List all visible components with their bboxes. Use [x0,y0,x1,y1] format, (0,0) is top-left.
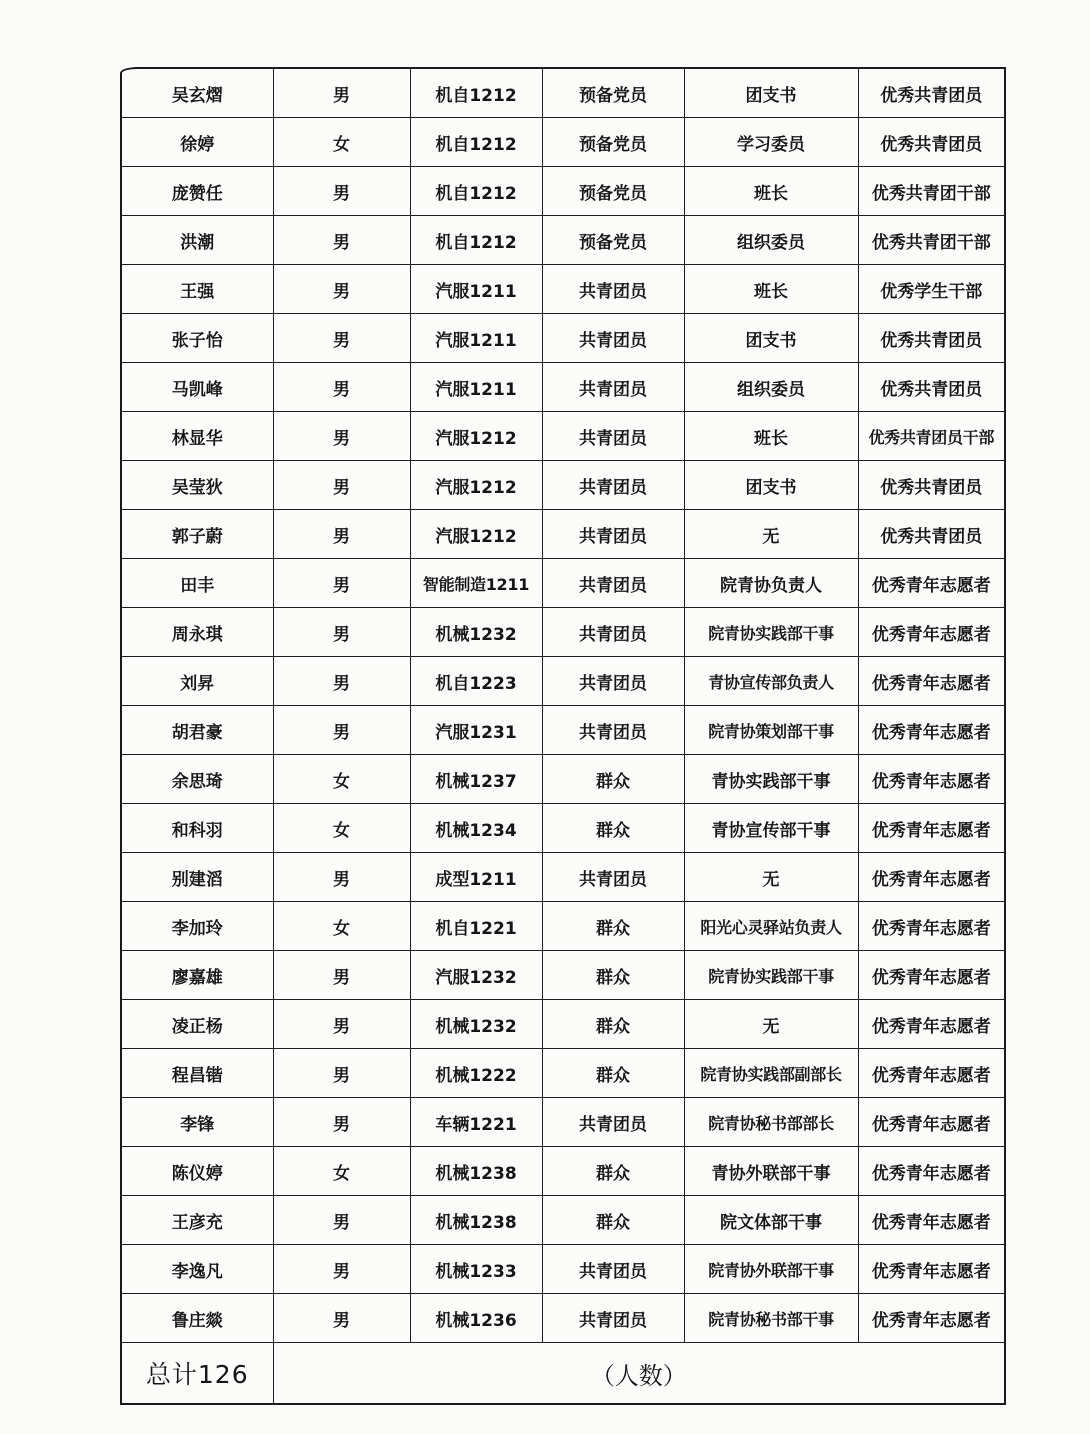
table-row [122,1294,1004,1343]
cell-political-status: 群众 [542,1000,684,1049]
cell-name: 刘昇 [122,657,273,706]
cell-name: 廖嘉雄 [122,951,273,1000]
cell-position: 青协宣传部干事 [684,804,858,853]
cell-position: 无 [684,510,858,559]
cell-position: 阳光心灵驿站负责人 [684,902,858,951]
cell-position: 院青协实践部副部长 [684,1049,858,1098]
cell-class: 汽服1212 [410,461,542,510]
cell-political-status: 群众 [542,902,684,951]
cell-gender: 男 [273,265,410,314]
cell-class: 机自1223 [410,657,542,706]
total-note: （人数） [273,1343,1004,1404]
cell-position: 院文体部干事 [684,1196,858,1245]
cell-political-status: 群众 [542,1196,684,1245]
cell-gender: 男 [273,559,410,608]
cell-class: 汽服1211 [410,363,542,412]
cell-gender: 男 [273,167,410,216]
cell-name: 林显华 [122,412,273,461]
cell-position: 班长 [684,167,858,216]
cell-political-status: 共青团员 [542,853,684,902]
cell-award: 优秀共青团干部 [858,216,1004,265]
cell-award: 优秀青年志愿者 [858,853,1004,902]
cell-class: 车辆1221 [410,1098,542,1147]
table-row [122,608,1004,657]
cell-award: 优秀青年志愿者 [858,559,1004,608]
cell-political-status: 群众 [542,804,684,853]
cell-position: 院青协秘书部部长 [684,1098,858,1147]
cell-award: 优秀共青团干部 [858,167,1004,216]
cell-name: 和科羽 [122,804,273,853]
cell-class: 成型1211 [410,853,542,902]
cell-class: 机械1236 [410,1294,542,1343]
cell-award: 优秀青年志愿者 [858,1147,1004,1196]
table-row [122,265,1004,314]
cell-name: 吴玄熠 [122,69,273,118]
cell-position: 院青协秘书部干事 [684,1294,858,1343]
cell-award: 优秀青年志愿者 [858,1196,1004,1245]
table-row [122,510,1004,559]
cell-gender: 男 [273,216,410,265]
cell-political-status: 共青团员 [542,1245,684,1294]
table-row [122,216,1004,265]
cell-political-status: 预备党员 [542,216,684,265]
cell-award: 优秀青年志愿者 [858,804,1004,853]
cell-political-status: 共青团员 [542,510,684,559]
cell-name: 王彦充 [122,1196,273,1245]
cell-gender: 男 [273,853,410,902]
table-row [122,1049,1004,1098]
table-row [122,1147,1004,1196]
cell-position: 学习委员 [684,118,858,167]
table-row [122,167,1004,216]
cell-class: 机械1232 [410,608,542,657]
cell-class: 汽服1211 [410,265,542,314]
cell-position: 团支书 [684,461,858,510]
cell-gender: 男 [273,1196,410,1245]
cell-class: 汽服1212 [410,510,542,559]
cell-class: 汽服1212 [410,412,542,461]
cell-position: 班长 [684,265,858,314]
cell-name: 王强 [122,265,273,314]
cell-name: 庞赞任 [122,167,273,216]
cell-position: 无 [684,1000,858,1049]
cell-position: 组织委员 [684,363,858,412]
cell-class: 机械1232 [410,1000,542,1049]
cell-political-status: 共青团员 [542,706,684,755]
cell-gender: 男 [273,1245,410,1294]
cell-political-status: 共青团员 [542,314,684,363]
award-list-table-sheet [120,67,1006,1405]
cell-political-status: 共青团员 [542,1098,684,1147]
cell-position: 青协外联部干事 [684,1147,858,1196]
table-row [122,1098,1004,1147]
table-row [122,1196,1004,1245]
cell-position: 班长 [684,412,858,461]
cell-award: 优秀青年志愿者 [858,1245,1004,1294]
cell-gender: 女 [273,804,410,853]
cell-name: 胡君豪 [122,706,273,755]
cell-name: 凌正杨 [122,1000,273,1049]
cell-position: 院青协外联部干事 [684,1245,858,1294]
cell-political-status: 共青团员 [542,1294,684,1343]
cell-class: 机自1212 [410,167,542,216]
cell-name: 鲁庄燚 [122,1294,273,1343]
cell-political-status: 群众 [542,755,684,804]
cell-political-status: 共青团员 [542,412,684,461]
cell-position: 青协实践部干事 [684,755,858,804]
cell-name: 周永琪 [122,608,273,657]
cell-name: 吴莹狄 [122,461,273,510]
total-count: 总计126 [122,1343,273,1404]
cell-political-status: 预备党员 [542,118,684,167]
cell-name: 李加玲 [122,902,273,951]
cell-award: 优秀青年志愿者 [858,1049,1004,1098]
cell-award: 优秀青年志愿者 [858,755,1004,804]
cell-gender: 男 [273,69,410,118]
table-row [122,853,1004,902]
cell-gender: 男 [273,1098,410,1147]
table-row [122,902,1004,951]
cell-gender: 女 [273,902,410,951]
table-row [122,755,1004,804]
cell-position: 组织委员 [684,216,858,265]
cell-gender: 男 [273,1000,410,1049]
table-row [122,657,1004,706]
cell-political-status: 群众 [542,1049,684,1098]
cell-class: 机械1237 [410,755,542,804]
cell-class: 智能制造1211 [410,559,542,608]
table-row [122,804,1004,853]
cell-name: 别建滔 [122,853,273,902]
cell-name: 洪潮 [122,216,273,265]
cell-award: 优秀青年志愿者 [858,951,1004,1000]
cell-name: 郭子蔚 [122,510,273,559]
cell-award: 优秀青年志愿者 [858,1294,1004,1343]
total-row [122,1343,1004,1404]
cell-class: 机械1234 [410,804,542,853]
cell-gender: 男 [273,461,410,510]
cell-political-status: 群众 [542,951,684,1000]
cell-gender: 男 [273,314,410,363]
cell-award: 优秀共青团员 [858,314,1004,363]
cell-position: 团支书 [684,314,858,363]
cell-gender: 男 [273,1294,410,1343]
cell-class: 机械1233 [410,1245,542,1294]
cell-gender: 女 [273,1147,410,1196]
cell-political-status: 共青团员 [542,559,684,608]
table-row [122,951,1004,1000]
cell-name: 李逸凡 [122,1245,273,1294]
cell-name: 余思琦 [122,755,273,804]
cell-class: 汽服1211 [410,314,542,363]
cell-gender: 男 [273,608,410,657]
table-row [122,69,1004,118]
table-body [122,69,1004,1403]
cell-political-status: 群众 [542,1147,684,1196]
cell-class: 汽服1232 [410,951,542,1000]
table-row [122,118,1004,167]
cell-position: 青协宣传部负责人 [684,657,858,706]
cell-class: 机自1212 [410,69,542,118]
cell-award: 优秀共青团员 [858,69,1004,118]
cell-name: 张子怡 [122,314,273,363]
cell-class: 机自1221 [410,902,542,951]
table-row [122,1245,1004,1294]
cell-political-status: 共青团员 [542,265,684,314]
cell-name: 陈仪婷 [122,1147,273,1196]
cell-award: 优秀青年志愿者 [858,608,1004,657]
cell-name: 马凯峰 [122,363,273,412]
cell-award: 优秀青年志愿者 [858,706,1004,755]
cell-gender: 男 [273,951,410,1000]
table-row [122,363,1004,412]
cell-position: 院青协负责人 [684,559,858,608]
cell-class: 机械1238 [410,1196,542,1245]
cell-award: 优秀学生干部 [858,265,1004,314]
cell-gender: 女 [273,118,410,167]
table-row [122,706,1004,755]
cell-class: 机自1212 [410,118,542,167]
cell-award: 优秀青年志愿者 [858,1000,1004,1049]
cell-position: 无 [684,853,858,902]
table-row [122,461,1004,510]
table-row [122,1000,1004,1049]
cell-gender: 男 [273,412,410,461]
table-row [122,412,1004,461]
cell-gender: 男 [273,363,410,412]
cell-name: 田丰 [122,559,273,608]
cell-position: 院青协实践部干事 [684,951,858,1000]
cell-political-status: 共青团员 [542,608,684,657]
cell-award: 优秀共青团员干部 [858,412,1004,461]
cell-award: 优秀共青团员 [858,118,1004,167]
cell-award: 优秀共青团员 [858,461,1004,510]
cell-political-status: 预备党员 [542,167,684,216]
cell-position: 团支书 [684,69,858,118]
cell-political-status: 共青团员 [542,461,684,510]
cell-award: 优秀青年志愿者 [858,1098,1004,1147]
cell-name: 徐婷 [122,118,273,167]
cell-position: 院青协实践部干事 [684,608,858,657]
cell-gender: 女 [273,755,410,804]
cell-name: 李锋 [122,1098,273,1147]
cell-award: 优秀共青团员 [858,363,1004,412]
cell-position: 院青协策划部干事 [684,706,858,755]
cell-award: 优秀青年志愿者 [858,902,1004,951]
cell-name: 程昌锴 [122,1049,273,1098]
cell-class: 机自1212 [410,216,542,265]
cell-class: 汽服1231 [410,706,542,755]
cell-class: 机械1222 [410,1049,542,1098]
cell-political-status: 共青团员 [542,657,684,706]
cell-award: 优秀青年志愿者 [858,657,1004,706]
cell-political-status: 共青团员 [542,363,684,412]
cell-gender: 男 [273,510,410,559]
table-row [122,559,1004,608]
cell-political-status: 预备党员 [542,69,684,118]
cell-gender: 男 [273,706,410,755]
cell-award: 优秀共青团员 [858,510,1004,559]
cell-gender: 男 [273,1049,410,1098]
cell-gender: 男 [273,657,410,706]
award-list-table [122,69,1004,1403]
table-row [122,314,1004,363]
cell-class: 机械1238 [410,1147,542,1196]
